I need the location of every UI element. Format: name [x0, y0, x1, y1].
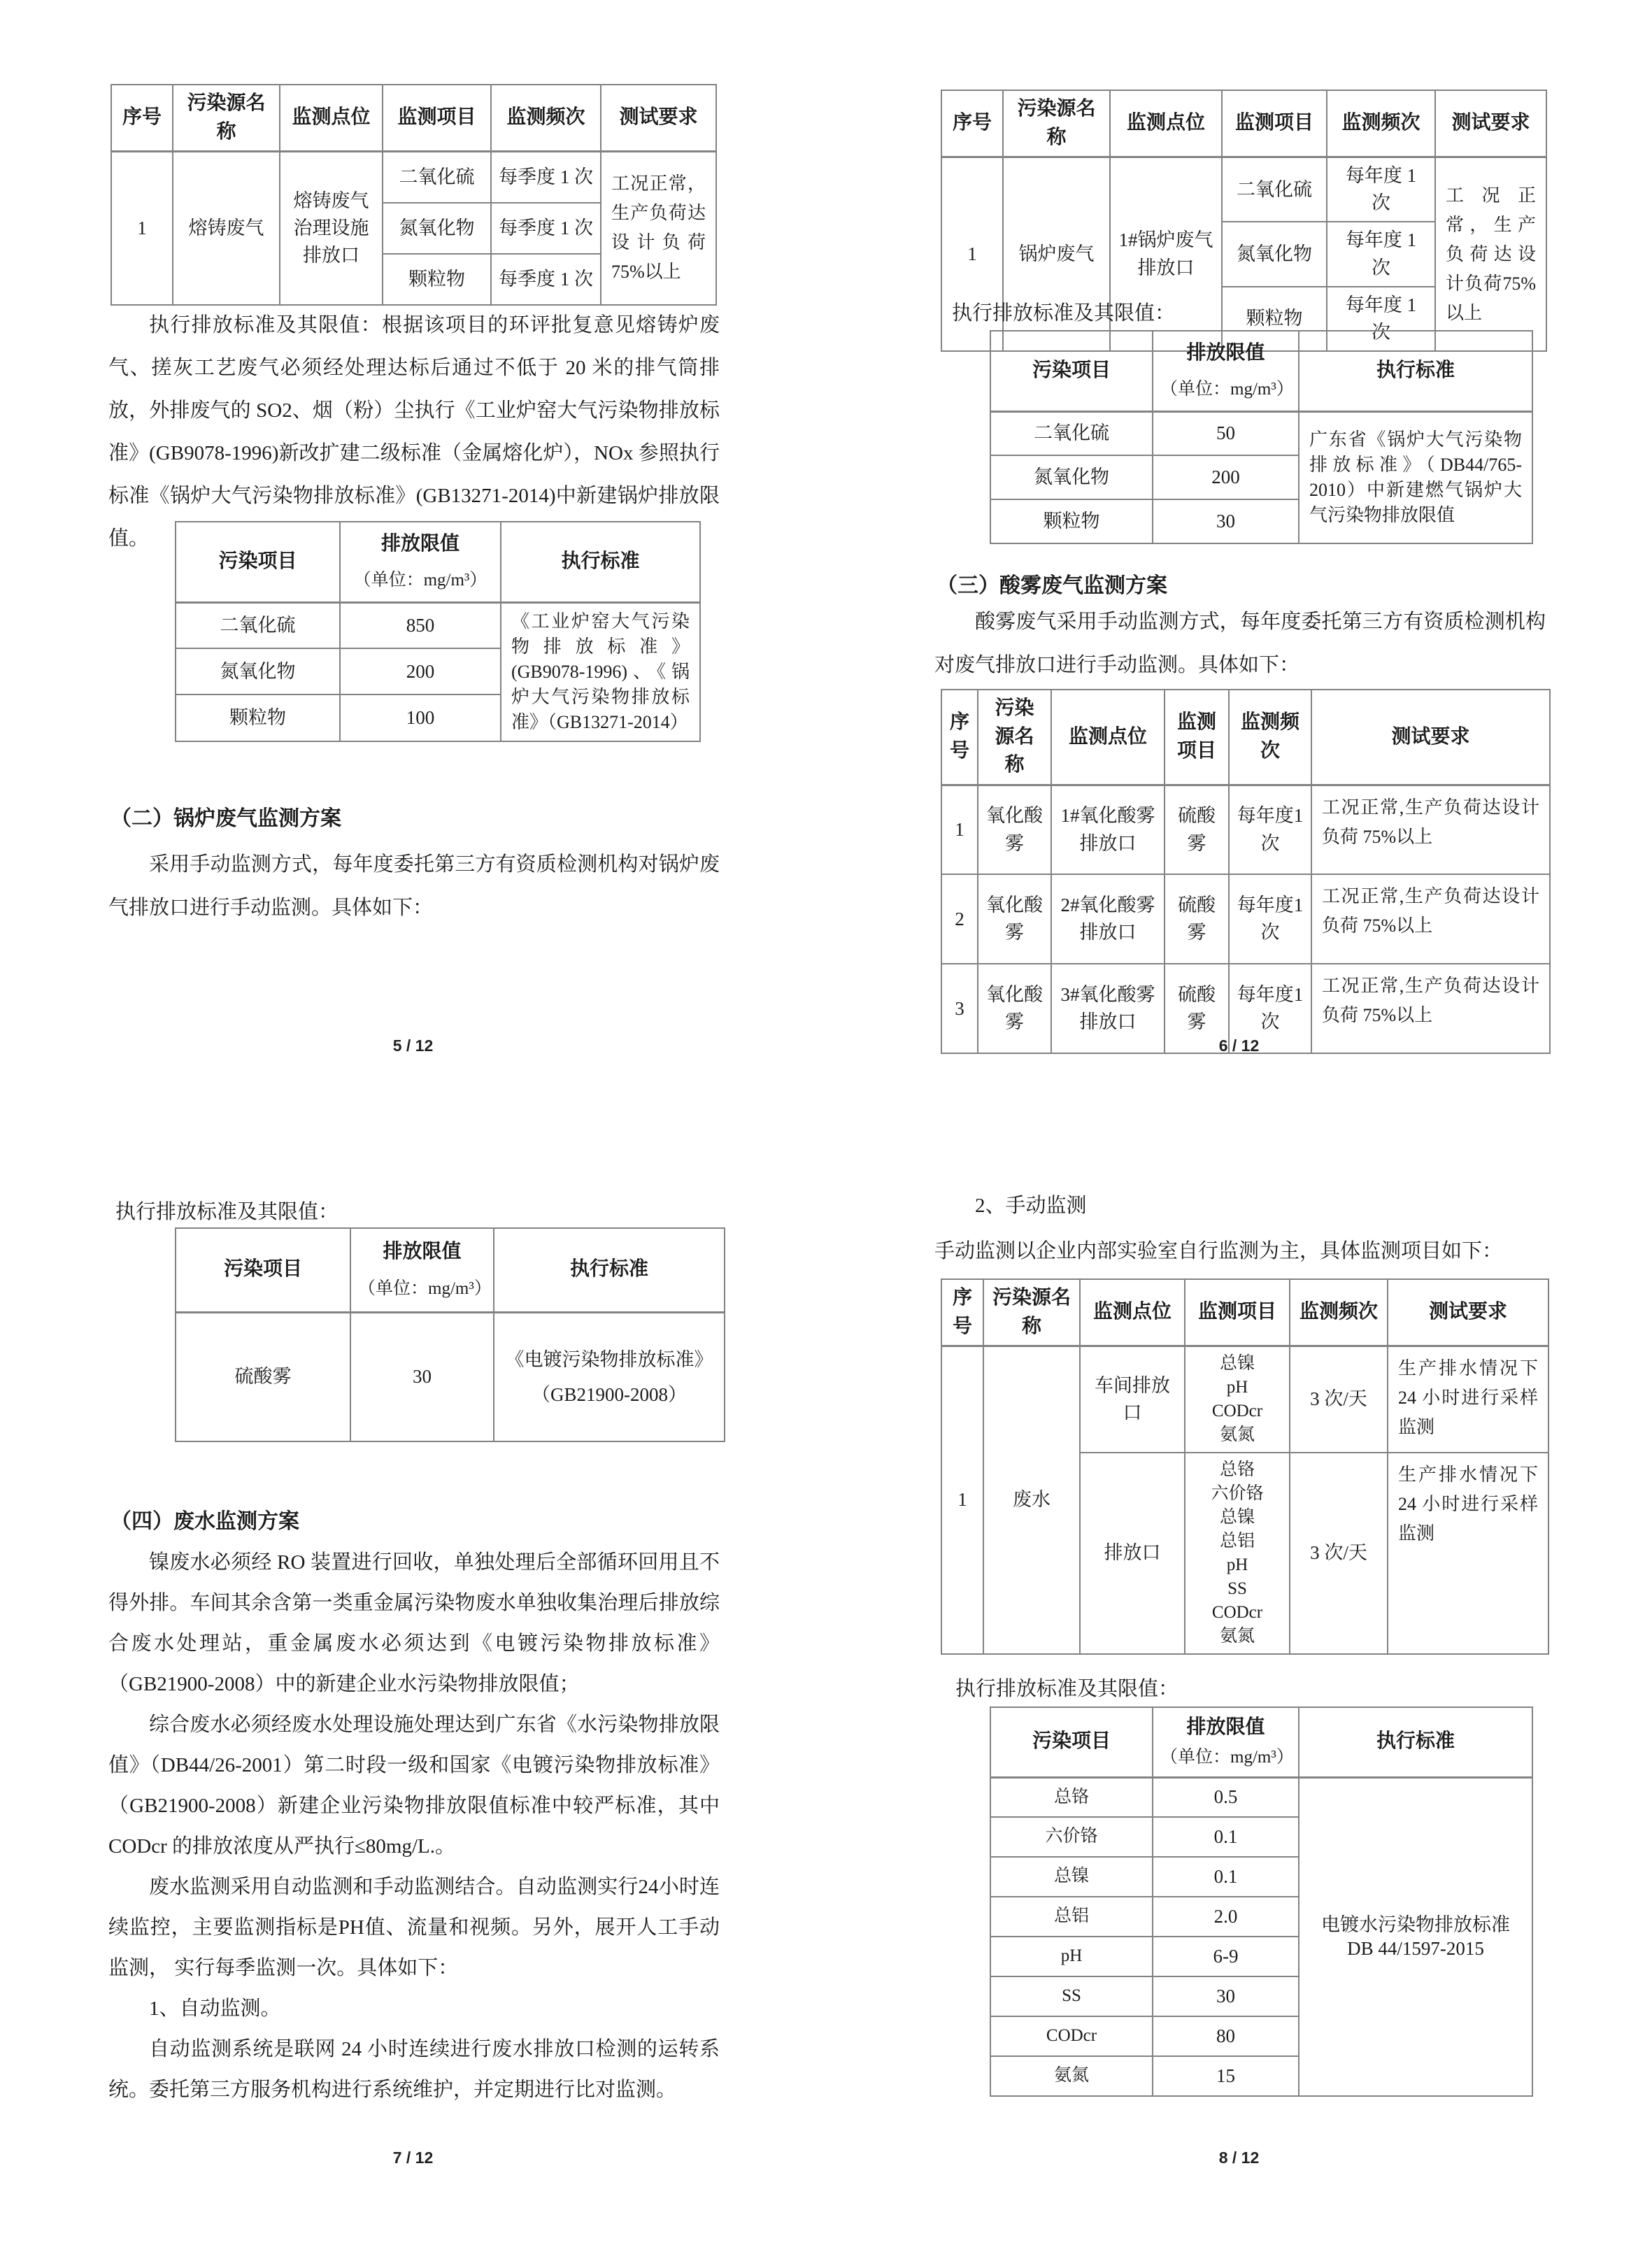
column-header-limit [350, 1228, 494, 1312]
column-header: 污染源名称 [978, 690, 1051, 785]
table-cell-source: 氧化酸雾 [978, 785, 1051, 874]
column-header: 测试要求 [1388, 1279, 1548, 1346]
page-6 [826, 0, 1652, 1133]
table-cell-no: 3 [941, 964, 978, 1053]
standard-line: DB 44/1597-2015 [1347, 1938, 1484, 1960]
table-cell-item: 二氧化硫 [990, 411, 1153, 455]
column-header: 序号 [941, 90, 1003, 157]
table-cell-limit: 15 [1153, 2056, 1299, 2096]
limit-header-unit: （单位：mg/m³） [1160, 1747, 1294, 1767]
table-cell-item: 硫酸雾 [1165, 964, 1229, 1053]
table-cell-requirement: 工况正常,生产负荷达设计负荷 75%以上 [1311, 874, 1550, 964]
column-header: 执行标准 [1299, 1707, 1532, 1777]
column-header: 监测点位 [280, 85, 383, 152]
column-header-limit [1153, 1707, 1299, 1777]
table-cell-item: 氮氧化物 [176, 648, 340, 694]
column-header: 污染项目 [990, 1707, 1153, 1777]
table-cell-item: 硫酸雾 [176, 1312, 350, 1441]
monitor-item: pH [1226, 1377, 1248, 1397]
table-cell-item: 二氧化硫 [176, 602, 340, 648]
table-cell-source: 氧化酸雾 [978, 874, 1051, 964]
page-5 [0, 0, 826, 1133]
table-cell-freq: 每季度 1 次 [491, 254, 601, 305]
limit-header-title: 排放限值 [1186, 341, 1265, 364]
section-heading-boiler: （二）锅炉废气监测方案 [111, 807, 341, 830]
table-cell-no: 1 [941, 157, 1003, 351]
table-cell-limit: 50 [1153, 411, 1299, 455]
column-header: 监测频次 [1290, 1279, 1388, 1346]
table-cell-freq: 每年度1次 [1229, 785, 1311, 874]
table-cell-requirement: 生产排水情况下 24 小时进行采样监测 [1388, 1453, 1548, 1654]
column-header: 污染项目 [176, 522, 340, 602]
table-cell-limit: 2.0 [1153, 1897, 1299, 1937]
monitor-item: CODcr [1211, 1602, 1263, 1622]
body-paragraph: 1、自动监测。 [149, 1997, 281, 2020]
table-cell-limit: 30 [1153, 499, 1299, 543]
table-cell-item: 颗粒物 [176, 694, 340, 741]
table-cell-point: 1#锅炉废气排放口 [1110, 157, 1222, 351]
table-cell-freq: 每季度 1 次 [491, 203, 601, 254]
table-cell-items [1185, 1346, 1290, 1453]
table-cell-source: 锅炉废气 [1003, 157, 1110, 351]
monitor-item: 氨氮 [1219, 1425, 1255, 1444]
table-cell-item: 氮氧化物 [383, 203, 491, 254]
table-cell-item: 氨氮 [990, 2056, 1153, 2096]
column-header-limit [340, 522, 501, 602]
table-cell-item: SS [990, 1976, 1153, 2016]
limit-header-unit: （单位：mg/m³） [358, 1278, 492, 1298]
table-cell-requirement: 工况正常，生产负荷达设计负荷75%以上 [1435, 157, 1546, 351]
monitor-item: 氨氮 [1219, 1626, 1255, 1646]
table-cell-requirement: 工况正常,生产负荷达设计负荷 75%以上 [1311, 785, 1550, 874]
table-cell-item: 二氧化硫 [1222, 157, 1327, 222]
wastewater-limit-table [990, 1706, 1533, 2097]
section-heading-acid-mist: （三）酸雾废气监测方案 [937, 574, 1167, 597]
table-cell-item: CODcr [990, 2016, 1153, 2056]
table-cell-no: 1 [941, 1346, 983, 1654]
column-header: 监测频次 [1327, 90, 1435, 157]
monitor-item: 总镍 [1219, 1353, 1255, 1373]
column-header: 监测项目 [1165, 690, 1229, 785]
table-cell-limit: 80 [1153, 2016, 1299, 2056]
table-cell-requirement: 生产排水情况下 24 小时进行采样监测 [1388, 1346, 1548, 1453]
table-cell-freq: 每年度1次 [1229, 964, 1311, 1053]
column-header: 污染项目 [990, 331, 1153, 411]
column-header: 执行标准 [494, 1228, 725, 1312]
column-header: 污染源名称 [173, 85, 280, 152]
column-header: 监测点位 [1080, 1279, 1185, 1346]
emission-limit-table [175, 1227, 725, 1442]
table-cell-item: 颗粒物 [990, 499, 1153, 543]
table-cell-item: 氮氧化物 [990, 455, 1153, 499]
column-header: 测试要求 [601, 85, 716, 152]
body-paragraph: 废水监测采用自动监测和手动监测结合。自动监测实行24小时连续监控，主要监测指标是PH值、流量和视频。另外，展开人工手动监测， 实行每季监测一次。具体如下： [108, 1876, 720, 1979]
table-cell-point: 熔铸废气治理设施排放口 [280, 152, 383, 305]
column-header: 执行标准 [501, 522, 700, 602]
body-paragraph: 采用手动监测方式，每年度委托第三方有资质检测机构对锅炉废气排放口进行手动监测。具体如下： [108, 853, 720, 919]
table-cell-item: 颗粒物 [1222, 287, 1327, 351]
table-cell-limit: 200 [340, 648, 501, 694]
table-cell-limit: 0.1 [1153, 1817, 1299, 1857]
page-number: 8 / 12 [1218, 2149, 1260, 2167]
monitor-item: 总铬 [1219, 1460, 1255, 1479]
column-header: 污染项目 [176, 1228, 350, 1312]
table-cell-item: 总镍 [990, 1857, 1153, 1897]
limit-header-title: 排放限值 [1186, 1716, 1265, 1739]
emission-limit-table [990, 330, 1533, 544]
column-header: 监测点位 [1051, 690, 1165, 785]
emission-limit-table [175, 521, 701, 742]
table-cell-source: 废水 [983, 1346, 1080, 1654]
limits-label: 执行排放标准及其限值： [115, 1201, 339, 1223]
limit-header-title: 排放限值 [380, 532, 460, 555]
acid-mist-monitoring-table [941, 689, 1551, 1054]
limit-header-title: 排放限值 [383, 1241, 462, 1263]
limit-header-unit: （单位：mg/m³） [1160, 380, 1294, 399]
table-cell-items [1185, 1453, 1290, 1654]
table-cell-freq: 每年度 1 次 [1327, 157, 1435, 222]
column-header: 监测项目 [1185, 1279, 1290, 1346]
body-paragraph: 镍废水必须经 RO 装置进行回收，单独处理后全部循环回用且不得外排。车间其余含第一类重金属污染物废水单独收集治理后排放综合废水处理站，重金属废水必须达到《电镀污染物排放标准》（GB21900-2008）中的新建企业水污染物排放限值； [108, 1551, 720, 1695]
wastewater-paragraphs [108, 1542, 720, 2110]
table-cell-item: pH [990, 1937, 1153, 1976]
table-cell-point: 2#氧化酸雾排放口 [1051, 874, 1165, 964]
limits-label: 执行排放标准及其限值： [955, 1678, 1179, 1700]
subsection-heading-manual: 2、手动监测 [975, 1195, 1087, 1217]
monitor-item: SS [1227, 1579, 1247, 1598]
column-header: 监测点位 [1110, 90, 1222, 157]
column-header: 监测项目 [1222, 90, 1327, 157]
body-paragraph: 执行排放标准及其限值：根据该项目的环评批复意见熔铸炉废气、搓灰工艺废气必须经处理达标后通过不低于 20 米的排气筒排放，外排废气的 SO2、烟（粉）尘执行《工业炉窑大气污染物排放标准》(GB9078-1996)新改扩建二级标准（金属熔化炉），NOx 参照执行标准《锅炉大气污染物排放标准》(GB13271-2014)中新建锅炉排放限值。 [108, 314, 720, 550]
column-header: 污染源名称 [983, 1279, 1080, 1346]
table-cell-limit: 0.5 [1153, 1777, 1299, 1817]
column-header: 序号 [941, 1279, 983, 1346]
limits-label: 执行排放标准及其限值： [952, 302, 1176, 325]
column-header: 监测频次 [491, 85, 601, 152]
table-cell-limit: 30 [1153, 1976, 1299, 2016]
body-paragraph: 自动监测系统是联网 24 小时连续进行废水排放口检测的运转系统。委托第三方服务机构进行系统维护，并定期进行比对监测。 [108, 2038, 720, 2101]
monitor-item: pH [1226, 1555, 1248, 1574]
table-cell-limit: 200 [1153, 455, 1299, 499]
table-cell-limit: 850 [340, 602, 501, 648]
standard-line: 《电镀污染物排放标准》 [505, 1348, 713, 1370]
column-header: 监测项目 [383, 85, 491, 152]
table-cell-item: 总铬 [990, 1777, 1153, 1817]
monitor-item: 六价铬 [1211, 1483, 1264, 1503]
table-cell-freq: 每季度 1 次 [491, 152, 601, 203]
table-cell-source: 氧化酸雾 [978, 964, 1051, 1053]
column-header: 监测频次 [1229, 690, 1311, 785]
table-cell-standard: 广东省《锅炉大气污染物排放标准》（DB44/765-2010）中新建燃气锅炉大气污染物排放限值 [1299, 411, 1532, 543]
table-cell-standard [1299, 1777, 1532, 2096]
monitor-item: CODcr [1211, 1401, 1263, 1420]
section-heading-wastewater: （四）废水监测方案 [111, 1510, 299, 1533]
table-cell-point: 1#氧化酸雾排放口 [1051, 785, 1165, 874]
body-paragraph: 手动监测以企业内部实验室自行监测为主，具体监测项目如下： [934, 1240, 1503, 1262]
column-header: 序号 [111, 85, 173, 152]
page-7 [0, 1133, 826, 2266]
column-header: 序号 [941, 690, 978, 785]
page-number: 7 / 12 [392, 2149, 434, 2167]
table-cell-limit: 6-9 [1153, 1937, 1299, 1976]
table-cell-item: 六价铬 [990, 1817, 1153, 1857]
table-cell-source: 熔铸废气 [173, 152, 280, 305]
melting-exhaust-monitoring-table [111, 84, 717, 306]
column-header: 测试要求 [1435, 90, 1546, 157]
standard-line: （GB21900-2008） [532, 1383, 687, 1405]
table-cell-item: 硫酸雾 [1165, 785, 1229, 874]
table-cell-limit: 0.1 [1153, 1857, 1299, 1897]
table-cell-limit: 100 [340, 694, 501, 741]
wastewater-monitoring-table [941, 1278, 1549, 1655]
table-cell-freq: 3 次/天 [1290, 1453, 1388, 1654]
column-header: 测试要求 [1311, 690, 1550, 785]
column-header: 污染源名称 [1003, 90, 1110, 157]
table-cell-freq: 每年度1次 [1229, 874, 1311, 964]
table-cell-item: 二氧化硫 [383, 152, 491, 203]
table-cell-freq: 3 次/天 [1290, 1346, 1388, 1453]
table-cell-freq: 每年度 1 次 [1327, 222, 1435, 286]
table-cell-limit: 30 [350, 1312, 494, 1441]
table-cell-item: 氮氧化物 [1222, 222, 1327, 286]
table-cell-point: 3#氧化酸雾排放口 [1051, 964, 1165, 1053]
table-cell-no: 1 [941, 785, 978, 874]
column-header: 执行标准 [1299, 331, 1532, 411]
table-cell-item: 总铝 [990, 1897, 1153, 1937]
table-cell-requirement: 工况正常，生产负荷达设计负荷75%以上 [601, 152, 716, 305]
table-cell-standard [494, 1312, 725, 1441]
monitor-item: 总铝 [1219, 1531, 1255, 1551]
table-cell-standard: 《工业炉窑大气污染物排放标准》(GB9078-1996)、《锅炉大气污染物排放标准》（GB13271-2014） [501, 602, 700, 741]
table-cell-item: 硫酸雾 [1165, 874, 1229, 964]
table-cell-point: 排放口 [1080, 1453, 1185, 1654]
table-cell-requirement: 工况正常,生产负荷达设计负荷 75%以上 [1311, 964, 1550, 1053]
standard-line: 电镀水污染物排放标准 [1321, 1914, 1510, 1936]
page-number: 5 / 12 [392, 1036, 434, 1055]
page-number: 6 / 12 [1218, 1036, 1260, 1055]
table-cell-no: 2 [941, 874, 978, 964]
table-cell-freq: 每年度 1 次 [1327, 287, 1435, 351]
column-header-limit [1153, 331, 1299, 411]
page-8 [826, 1133, 1652, 2266]
monitor-item: 总镍 [1219, 1507, 1255, 1527]
body-paragraph: 综合废水必须经废水处理设施处理达到广东省《水污染物排放限值》（DB44/26-2001）第二时段一级和国家《电镀污染物排放标准》（GB21900-2008）新建企业污染物排放限值标准中较严标准，其中CODcr 的排放浓度从严执行≤80mg/L.。 [108, 1713, 720, 1858]
limit-header-unit: （单位：mg/m³） [353, 571, 487, 590]
body-paragraph: 酸雾废气采用手动监测方式，每年度委托第三方有资质检测机构对废气排放口进行手动监测。具体如下： [934, 611, 1546, 676]
table-cell-no: 1 [111, 152, 173, 305]
table-cell-point: 车间排放口 [1080, 1346, 1185, 1453]
table-cell-item: 颗粒物 [383, 254, 491, 305]
